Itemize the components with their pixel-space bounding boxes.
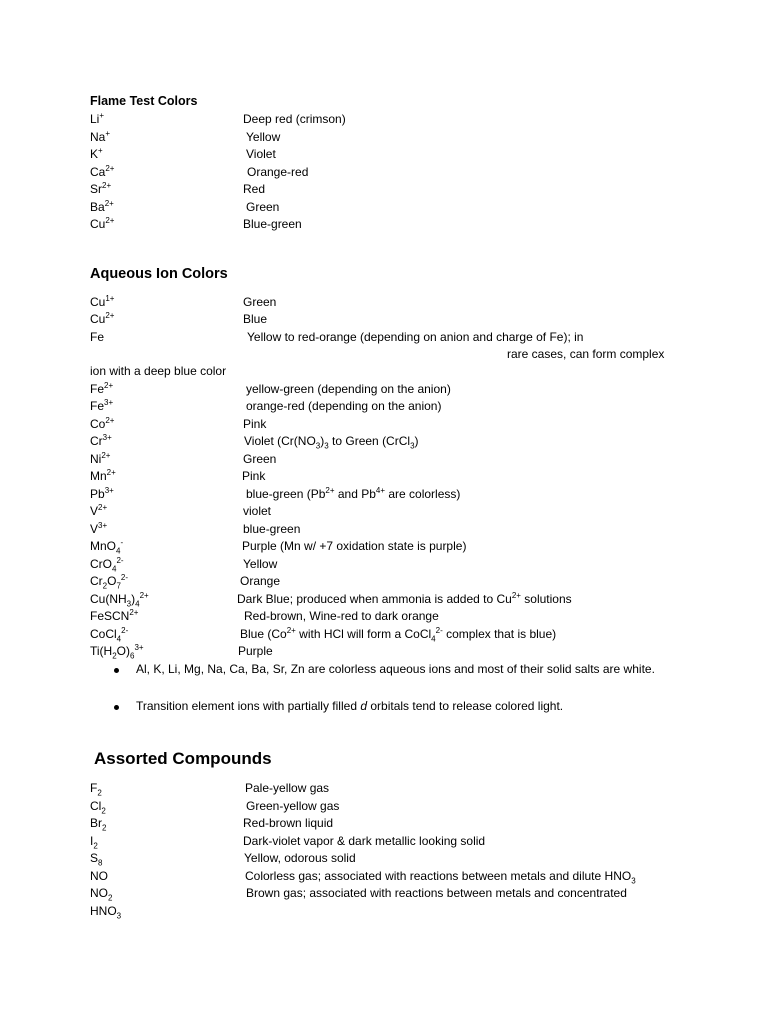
compound-description: Yellow, odorous solid (244, 851, 356, 865)
aqueous-ion-row (0, 643, 768, 661)
compound-formula: $F_2$ (90, 781, 102, 798)
flame-color: Orange-red (247, 164, 309, 179)
ion-label: $Cu^{1+}$ (90, 294, 115, 309)
ion-label: $Fe^{3+}$ (90, 398, 114, 413)
fe-continuation-line-1: rare cases, can form complex (507, 347, 665, 361)
compound-description: Brown gas; associated with reactions between metals and concentrated (246, 886, 627, 900)
ion-color: blue-green ($Pb^{2+}$ and $Pb^{4+}$ are colorless) (246, 485, 461, 501)
ion-label: $Co^{2+}$ (90, 415, 115, 431)
ion-label: MnO$_4$- (90, 538, 124, 556)
ion-label: $Mn^{2+}$ (90, 468, 116, 483)
compound-description: Colorless gas; associated with reactions between metals and dilute $HNO_3$ (245, 868, 636, 885)
compound-formula: $NO_2$ (90, 886, 113, 903)
aqueous-ion-row (0, 556, 768, 574)
ion-label: $Ca^{2+}$ (90, 163, 115, 179)
bullet-dot-icon (114, 705, 119, 710)
ion-color: Dark Blue; produced when ammonia is added to $Cu^{2+}$ solutions (237, 590, 572, 606)
ion-color: Pink (242, 469, 266, 483)
ion-label: $Ti(H_2O)_6^{3+}$ (90, 643, 144, 661)
flame-color: Green (246, 199, 280, 214)
aqueous-ion-row (0, 626, 768, 644)
flame-test-row (0, 111, 768, 129)
flame-color: Blue-green (243, 217, 302, 231)
aqueous-ion-row (0, 608, 768, 626)
compound-row (0, 868, 768, 886)
ion-label: $Cr^{3+}$ (90, 433, 112, 448)
ion-label: $Ba^{2+}$ (90, 198, 114, 214)
aqueous-ion-row (0, 329, 768, 347)
flame-test-row (0, 164, 768, 182)
compound-formula: NO (90, 868, 108, 883)
flame-color: Yellow (246, 129, 281, 144)
ion-label: $Cu^{2+}$ (90, 216, 115, 231)
note-text: Transition element ions with partially filled d orbitals tend to release colored light. (136, 699, 564, 713)
ion-label: $V^{2+}$ (90, 503, 108, 518)
compound-row (0, 833, 768, 851)
compound-row (0, 815, 768, 833)
flame-test-row (0, 129, 768, 147)
flame-test-row (0, 146, 768, 164)
ion-label: Li+ (90, 111, 105, 126)
ion-color: Violet ($Cr(NO_3)_3$ to Green (CrCl$_3$) (244, 434, 419, 451)
ion-color: Purple (Mn w/ +7 oxidation state is purple) (242, 539, 467, 553)
ion-color: Yellow to red-orange (depending on anion and charge of Fe); in (247, 329, 584, 344)
ion-label: K+ (90, 146, 103, 161)
ion-label: CrO$_4^{2-}$ (90, 555, 124, 573)
aqueous-ion-row (0, 451, 768, 469)
ion-label: CoCl$_4^{2-}$ (90, 625, 129, 643)
ion-color: Yellow (243, 556, 278, 571)
ion-label: $Fe^{2+}$ (90, 380, 114, 396)
aqueous-ion-row (0, 503, 768, 521)
ion-color: blue-green (243, 521, 301, 536)
ion-label: $Cu^{2+}$ (90, 311, 115, 326)
ion-label: Na+ (90, 128, 111, 144)
aqueous-ion-row (0, 398, 768, 416)
assorted-compounds-heading: Assorted Compounds (94, 749, 272, 768)
ion-color: Green (243, 295, 277, 309)
compound-description: Red-brown liquid (243, 816, 334, 830)
aqueous-ion-row (0, 311, 768, 329)
ion-color: yellow-green (depending on the anion) (246, 381, 451, 396)
aqueous-ion-row (0, 538, 768, 556)
compound-description: Pale-yellow gas (245, 781, 330, 795)
bullet-dot-icon (114, 668, 119, 673)
ion-color: Orange (240, 574, 281, 588)
ion-label: FeSCN$^{2+}$ (90, 608, 139, 623)
ion-color: Blue ($Co^{2+}$ with HCl will form a CoCl$_4^{2-}$ complex that is blue) (240, 625, 557, 643)
compound-row (0, 885, 768, 903)
flame-test-row (0, 216, 768, 234)
compound-row (0, 780, 768, 798)
aqueous-ion-row (0, 416, 768, 434)
compound-formula: $I_2$ (90, 833, 98, 850)
compound-description: Dark-violet vapor & dark metallic looking solid (243, 833, 486, 848)
ion-color: Blue (243, 312, 268, 326)
flame-color: Violet (246, 147, 276, 161)
note-text: Al, K, Li, Mg, Na, Ca, Ba, Sr, Zn are colorless aqueous ions and most of their solid salts are white. (136, 662, 655, 676)
flame-test-heading: Flame Test Colors (90, 94, 198, 108)
aqueous-ion-heading: Aqueous Ion Colors (90, 266, 228, 282)
ion-label: $Sr^{2+}$ (90, 181, 112, 196)
compound-row (0, 850, 768, 868)
flame-color: Deep red (crimson) (243, 112, 346, 126)
compound-formula: $S_8$ (90, 851, 103, 868)
ion-color: violet (243, 504, 272, 518)
flame-test-row (0, 181, 768, 199)
compound-description: Green-yellow gas (246, 798, 340, 813)
compound-trailing-formula: $HNO_3$ (90, 904, 122, 921)
ion-color: Purple (238, 644, 273, 658)
ion-label: $Cu(NH_3)_4^{2+}$ (90, 590, 149, 608)
compound-formula: $Cl_2$ (90, 798, 106, 815)
aqueous-ion-row (0, 381, 768, 399)
aqueous-ion-row (0, 468, 768, 486)
ion-color: orange-red (depending on the anion) (246, 399, 442, 413)
flame-color: Red (243, 182, 266, 196)
flame-test-row (0, 199, 768, 217)
ion-label: $Pb^{3+}$ (90, 485, 114, 501)
ion-color: Green (243, 451, 277, 466)
aqueous-ion-row (0, 521, 768, 539)
ion-label: $Cr_2O_7^{2-}$ (90, 573, 129, 591)
ion-label: $Ni^{2+}$ (90, 450, 111, 466)
aqueous-ion-row (0, 294, 768, 312)
compound-formula: $Br_2$ (90, 816, 107, 833)
aqueous-ion-row (0, 573, 768, 591)
ion-color: Pink (243, 416, 267, 431)
fe-continuation-line-2: ion with a deep blue color (90, 364, 227, 378)
aqueous-ion-row (0, 433, 768, 451)
aqueous-ion-row (0, 486, 768, 504)
aqueous-ion-row (0, 591, 768, 609)
compound-row (0, 798, 768, 816)
ion-color: Red-brown, Wine-red to dark orange (244, 609, 439, 623)
ion-label: Fe (90, 329, 105, 344)
ion-label: $V^{3+}$ (90, 520, 108, 536)
